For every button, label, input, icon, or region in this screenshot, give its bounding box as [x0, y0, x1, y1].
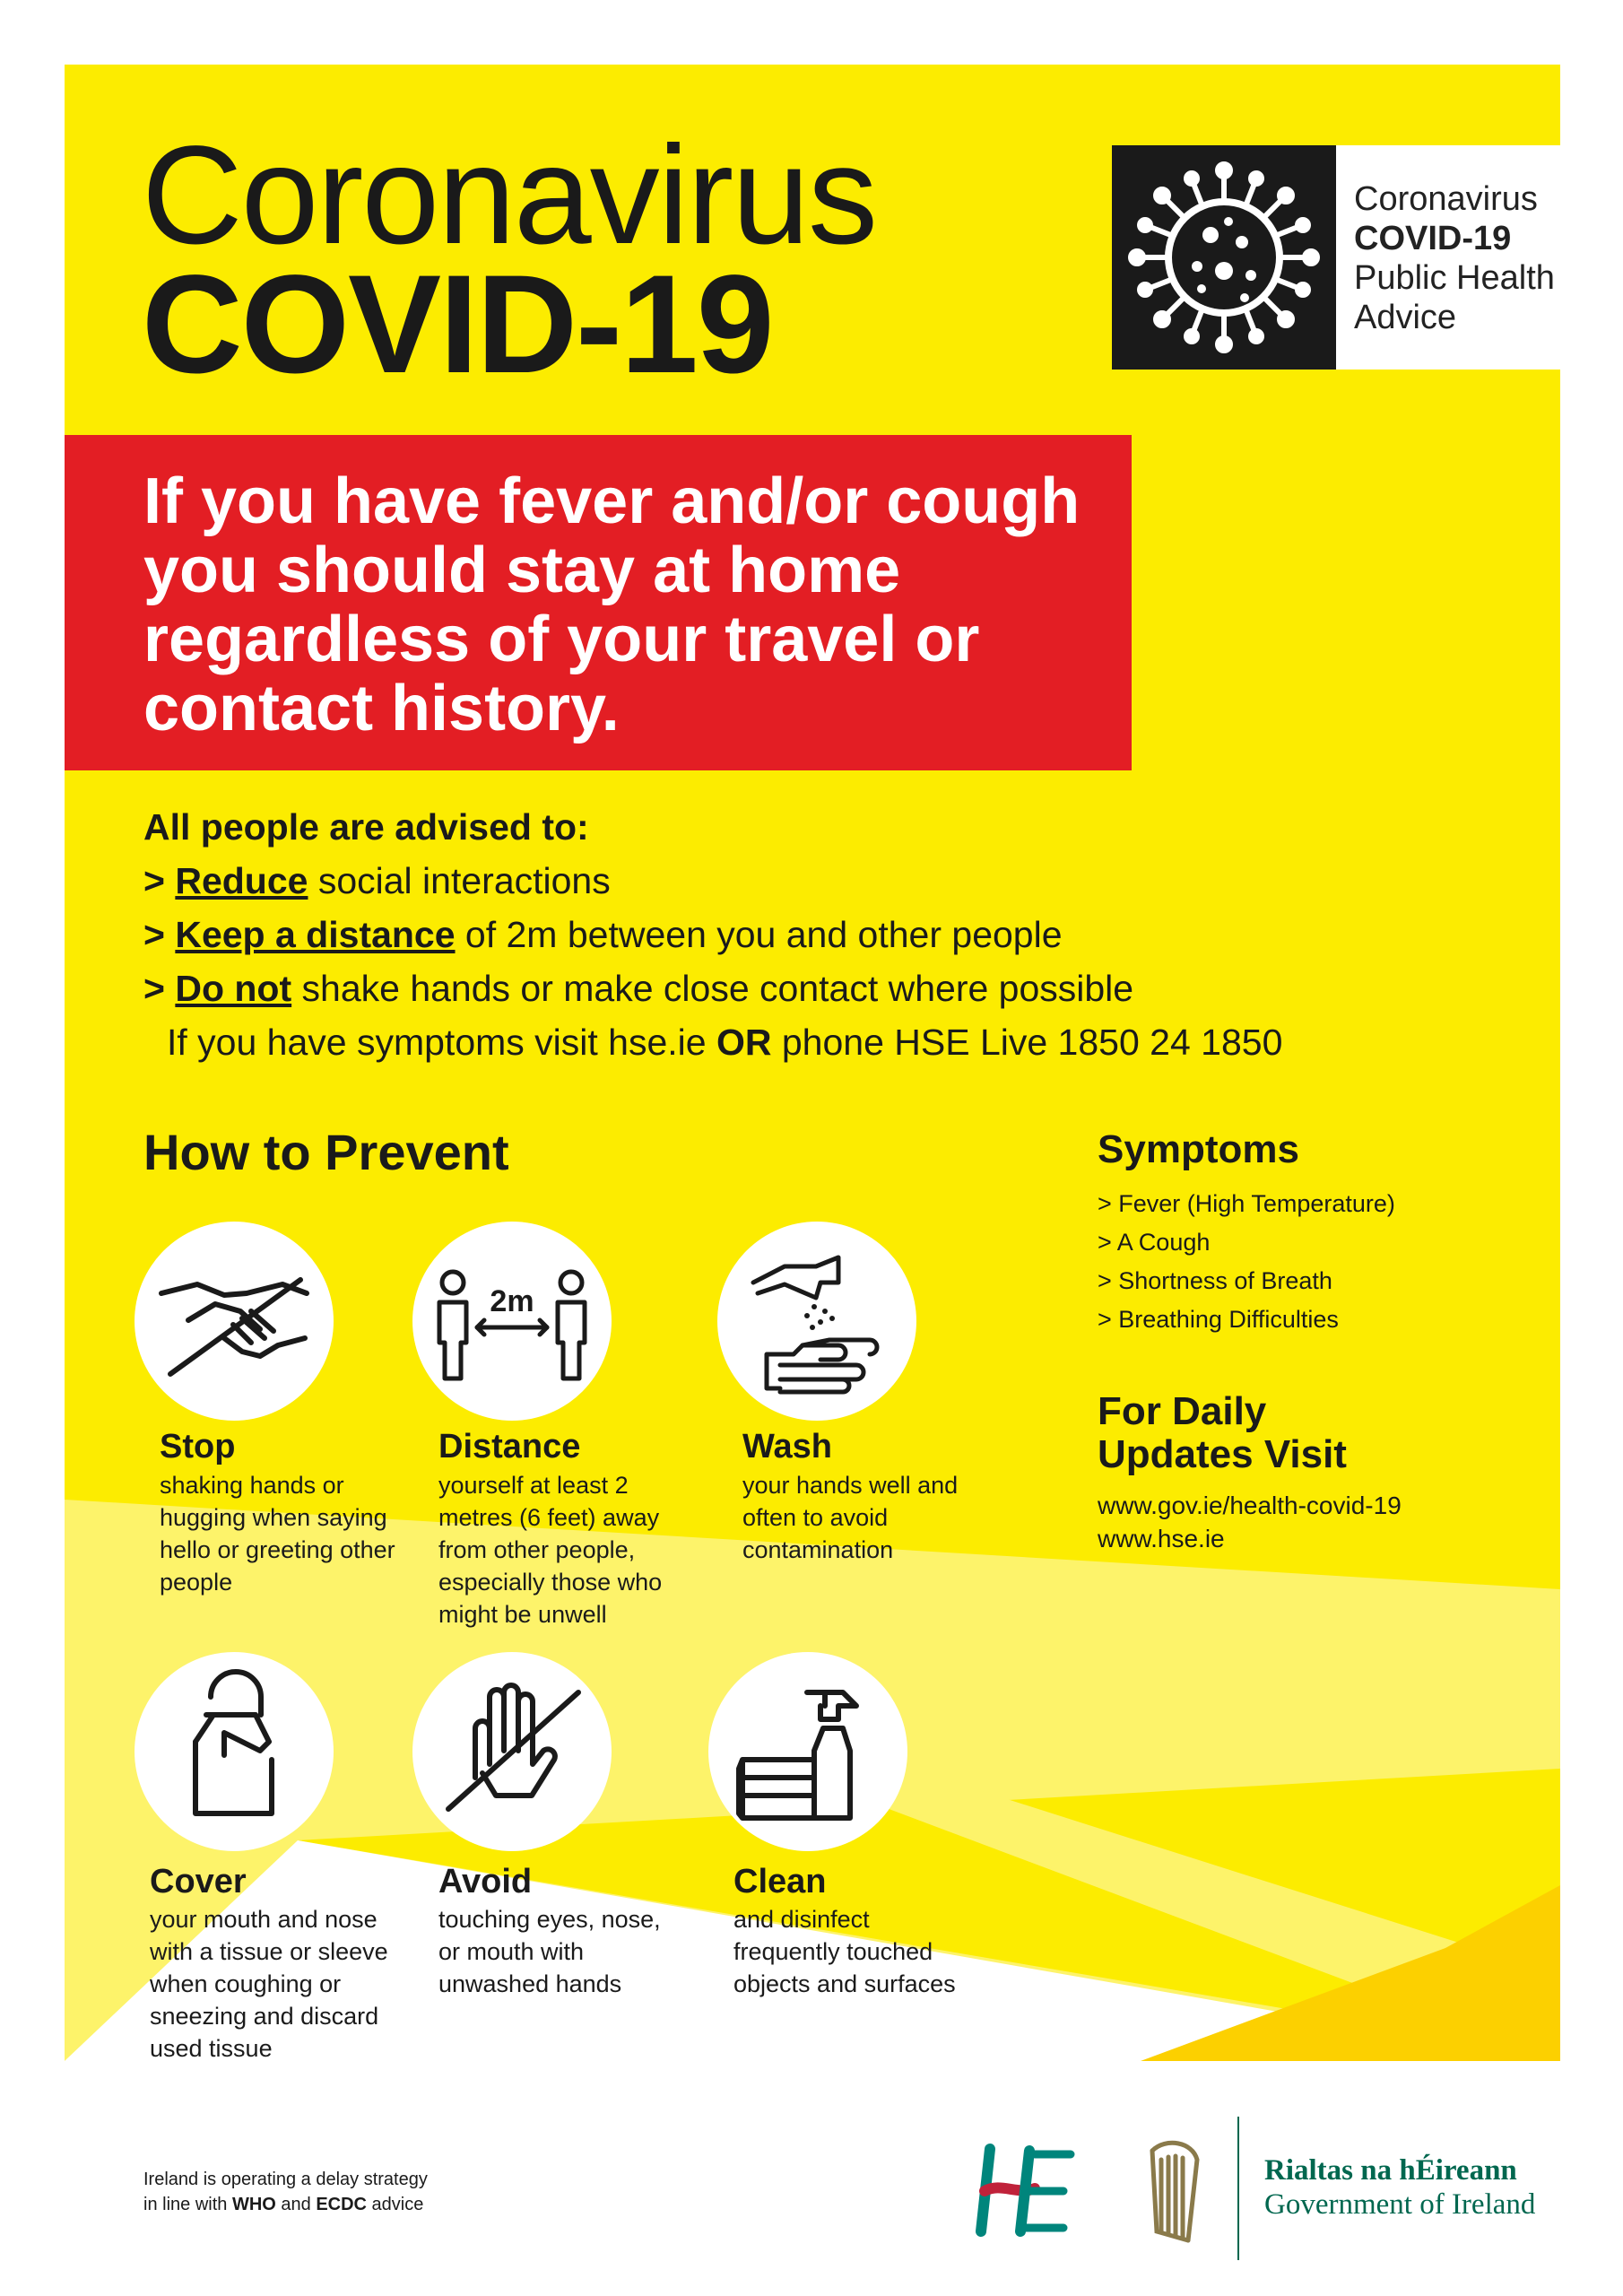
footnote	[143, 2167, 428, 2217]
alert-line: contact history.	[143, 673, 620, 744]
updates-heading: Updates Visit	[1098, 1432, 1347, 1476]
advice-text: of 2m between you and other people	[455, 914, 1063, 955]
card-title-distance: Distance	[438, 1428, 581, 1465]
card-title-wash: Wash	[742, 1428, 832, 1465]
footnote-text: in line with	[143, 2195, 232, 2214]
footnote-who: WHO	[231, 2195, 276, 2214]
gov-line-english: Government of Ireland	[1264, 2188, 1536, 2221]
footnote-text: and	[275, 2195, 317, 2214]
prevent-heading: How to Prevent	[143, 1124, 509, 1180]
card-title-avoid: Avoid	[438, 1863, 533, 1900]
no-handshake-icon	[135, 1222, 334, 1421]
advice-emphasis: Reduce	[175, 860, 308, 901]
alert-line: you should stay at home	[143, 535, 901, 606]
footnote-ecdc: ECDC	[316, 2195, 367, 2214]
cough-elbow-icon	[135, 1652, 334, 1851]
contact-text: If you have symptoms visit hse.ie	[167, 1022, 716, 1063]
advice-bullet: >	[143, 968, 176, 1009]
symptoms-contact-line	[143, 1015, 1488, 1069]
badge-text	[1354, 179, 1555, 337]
advice-item	[143, 854, 1488, 908]
advice-emphasis: Keep a distance	[175, 914, 456, 955]
advice-section	[143, 800, 1488, 1069]
card-desc-wash: your hands well and often to avoid contamination	[742, 1472, 959, 1563]
advice-emphasis: Do not	[175, 968, 292, 1009]
card-desc-clean: and disinfect frequently touched objects and surfaces	[733, 1906, 956, 1997]
footnote-line	[143, 2192, 428, 2217]
advice-item	[143, 961, 1488, 1015]
advice-bullet: >	[143, 860, 176, 901]
alert-line: If you have fever and/or cough	[143, 465, 1081, 537]
symptoms-heading: Symptoms	[1098, 1127, 1299, 1171]
card-desc-distance: yourself at least 2 metres (6 feet) away from other people, especially those who might be unwell	[438, 1472, 663, 1628]
public-health-badge	[1112, 145, 1560, 370]
card-desc-avoid: touching eyes, nose, or mouth with unwashed hands	[438, 1906, 661, 1997]
virus-icon	[1112, 145, 1336, 370]
card-title-stop: Stop	[160, 1428, 236, 1465]
advice-item	[143, 908, 1488, 961]
distance-2m-icon	[412, 1222, 612, 1421]
title-line1: Coronavirus	[142, 117, 877, 274]
badge-line: Public Health	[1354, 259, 1555, 297]
contact-phone: phone HSE Live 1850 24 1850	[771, 1022, 1283, 1063]
alert-line: regardless of your travel or	[143, 604, 980, 675]
update-link[interactable]: www.gov.ie/health-covid-19	[1098, 1492, 1402, 1519]
advice-text: shake hands or make close contact where possible	[291, 968, 1134, 1009]
symptom-item: > Fever (High Temperature)	[1098, 1190, 1395, 1217]
updates-section	[1098, 1390, 1402, 1555]
advice-heading: All people are advised to:	[143, 806, 589, 848]
symptom-item: > A Cough	[1098, 1229, 1211, 1256]
hse-logo	[965, 2142, 1081, 2240]
badge-line: Advice	[1354, 299, 1457, 336]
card-desc-cover: your mouth and nose with a tissue or sleeve when coughing or sneezing and discard used tissue	[150, 1906, 388, 2061]
card-title-cover: Cover	[150, 1863, 247, 1900]
poster-background	[65, 65, 1560, 2061]
badge-line: COVID-19	[1354, 220, 1512, 257]
symptom-item: > Breathing Difficulties	[1098, 1306, 1339, 1333]
update-link[interactable]: www.hse.ie	[1098, 1525, 1225, 1552]
advice-text: social interactions	[308, 860, 611, 901]
footnote-line: Ireland is operating a delay strategy	[143, 2170, 428, 2189]
card-desc-stop: shaking hands or hugging when saying hello or greeting other people	[160, 1472, 395, 1596]
distance-2m-label: 2m	[490, 1284, 534, 1318]
footnote-text: advice	[366, 2195, 424, 2214]
contact-or: OR	[716, 1022, 772, 1063]
updates-heading: For Daily	[1098, 1389, 1267, 1433]
spray-clean-icon	[708, 1652, 907, 1851]
gov-line-irish: Rialtas na hÉireann	[1264, 2154, 1517, 2187]
symptoms-section	[1098, 1127, 1395, 1339]
alert-banner	[65, 435, 1132, 770]
government-wordmark	[1264, 2153, 1535, 2222]
gov-divider	[1237, 2117, 1239, 2260]
title-line2: COVID-19	[142, 247, 773, 403]
advice-bullet: >	[143, 914, 176, 955]
harp-icon	[1139, 2133, 1211, 2249]
no-touch-hand-icon	[412, 1652, 612, 1851]
symptom-item: > Shortness of Breath	[1098, 1267, 1332, 1294]
badge-line: Coronavirus	[1354, 180, 1538, 218]
hand-wash-icon	[717, 1222, 916, 1421]
card-title-clean: Clean	[733, 1863, 827, 1900]
